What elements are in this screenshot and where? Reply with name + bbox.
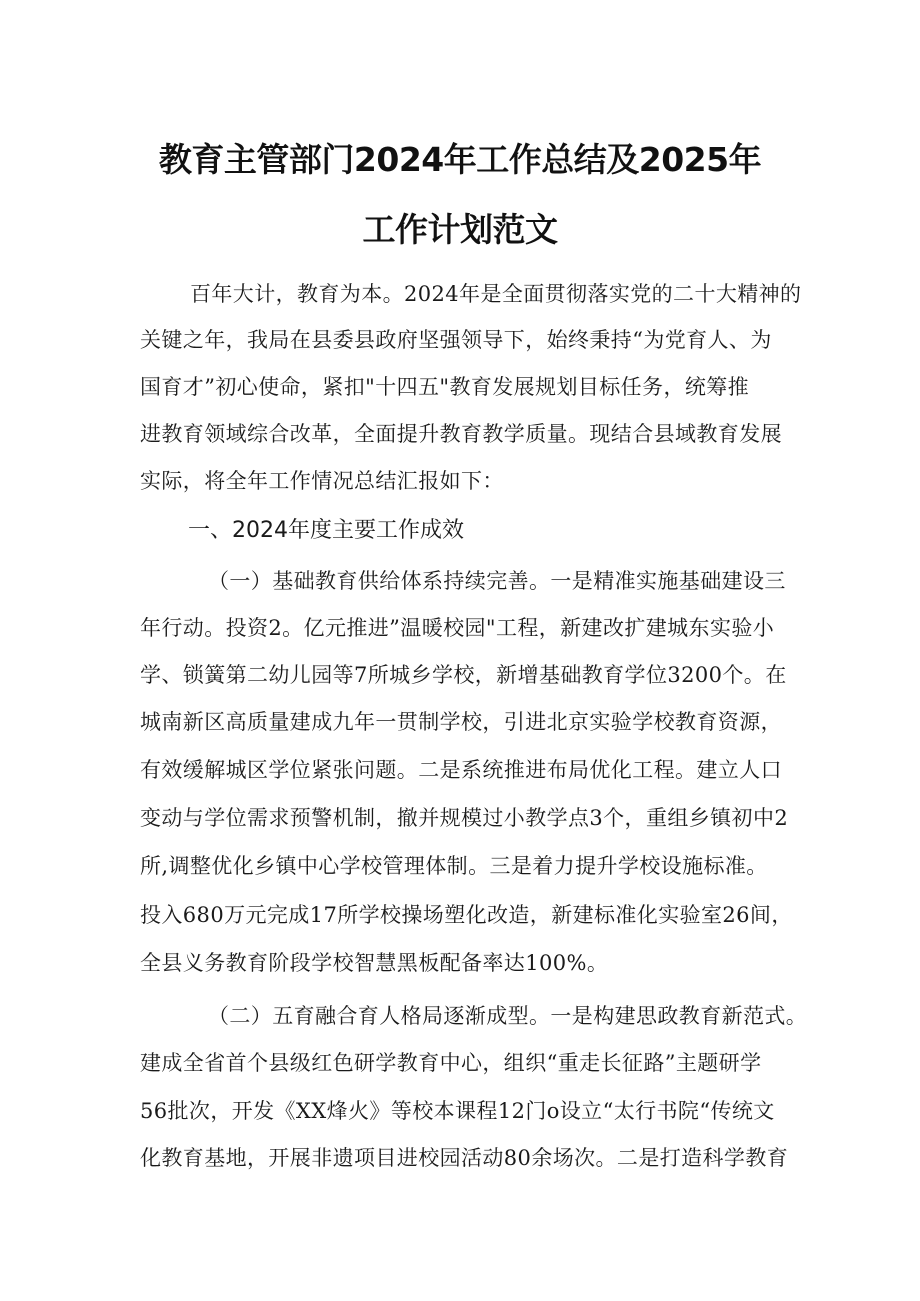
intro-line: 国育才”初心使命，紧扣"十四五"教育发展规划目标任务，统筹推: [140, 375, 750, 399]
body-line: 年行动。投资2。亿元推进”温暖校园"工程，新建改扩建城东实验小: [140, 616, 775, 640]
section-heading: 一、2024年度主要工作成效: [188, 518, 464, 543]
body-line: 所,调整优化乡镇中心学校管理体制。三是着力提升学校设施标准。: [140, 854, 768, 878]
body-line: 学、锁簧第二幼儿园等7所城乡学校，新增基础教育学位3200个。在: [140, 663, 787, 687]
body-line: 有效缓解城区学位紧张问题。二是系统推进布局优化工程。建立人口: [140, 758, 782, 782]
document-title-line-1: 教育主管部门2024年工作总结及2025年: [158, 140, 762, 179]
body-line: 全县义务教育阶段学校智慧黑板配备率达100%。: [140, 951, 609, 975]
body-line: 城南新区高质量建成九年一贯制学校，引进北京实验学校教育资源，: [140, 710, 782, 734]
document-title-line-2: 工作计划范文: [362, 210, 558, 249]
intro-line: 关键之年，我局在县委县政府坚强领导下，始终秉持“为党育人、为: [140, 328, 772, 352]
intro-line: 百年大计，教育为本。2024年是全面贯彻落实党的二十大精神的: [190, 282, 802, 306]
intro-line: 实际，将全年工作情况总结汇报如下：: [140, 469, 504, 493]
body-line: （一）基础教育供给体系持续完善。一是精准实施基础建设三: [208, 569, 786, 593]
body-line: （二）五育融合育人格局逐渐成型。一是构建思政教育新范式。: [208, 1004, 808, 1028]
body-line: 投入680万元完成17所学校操场塑化改造，新建标准化实验室26间，: [140, 903, 793, 927]
body-line: 化教育基地，开展非遗项目进校园活动80余场次。二是打造科学教育: [140, 1146, 789, 1170]
body-line: 建成全省首个县级红色研学教育中心，组织“重走长征路”主题研学: [140, 1051, 762, 1075]
body-line: 变动与学位需求预警机制，撤并规模过小教学点3个，重组乡镇初中2: [140, 806, 789, 830]
intro-line: 进教育领域综合改革，全面提升教育教学质量。现结合县域教育发展: [140, 422, 782, 446]
body-line: 56批次，开发《XX烽火》等校本课程12门o设立“太行书院“传统文: [140, 1099, 775, 1123]
